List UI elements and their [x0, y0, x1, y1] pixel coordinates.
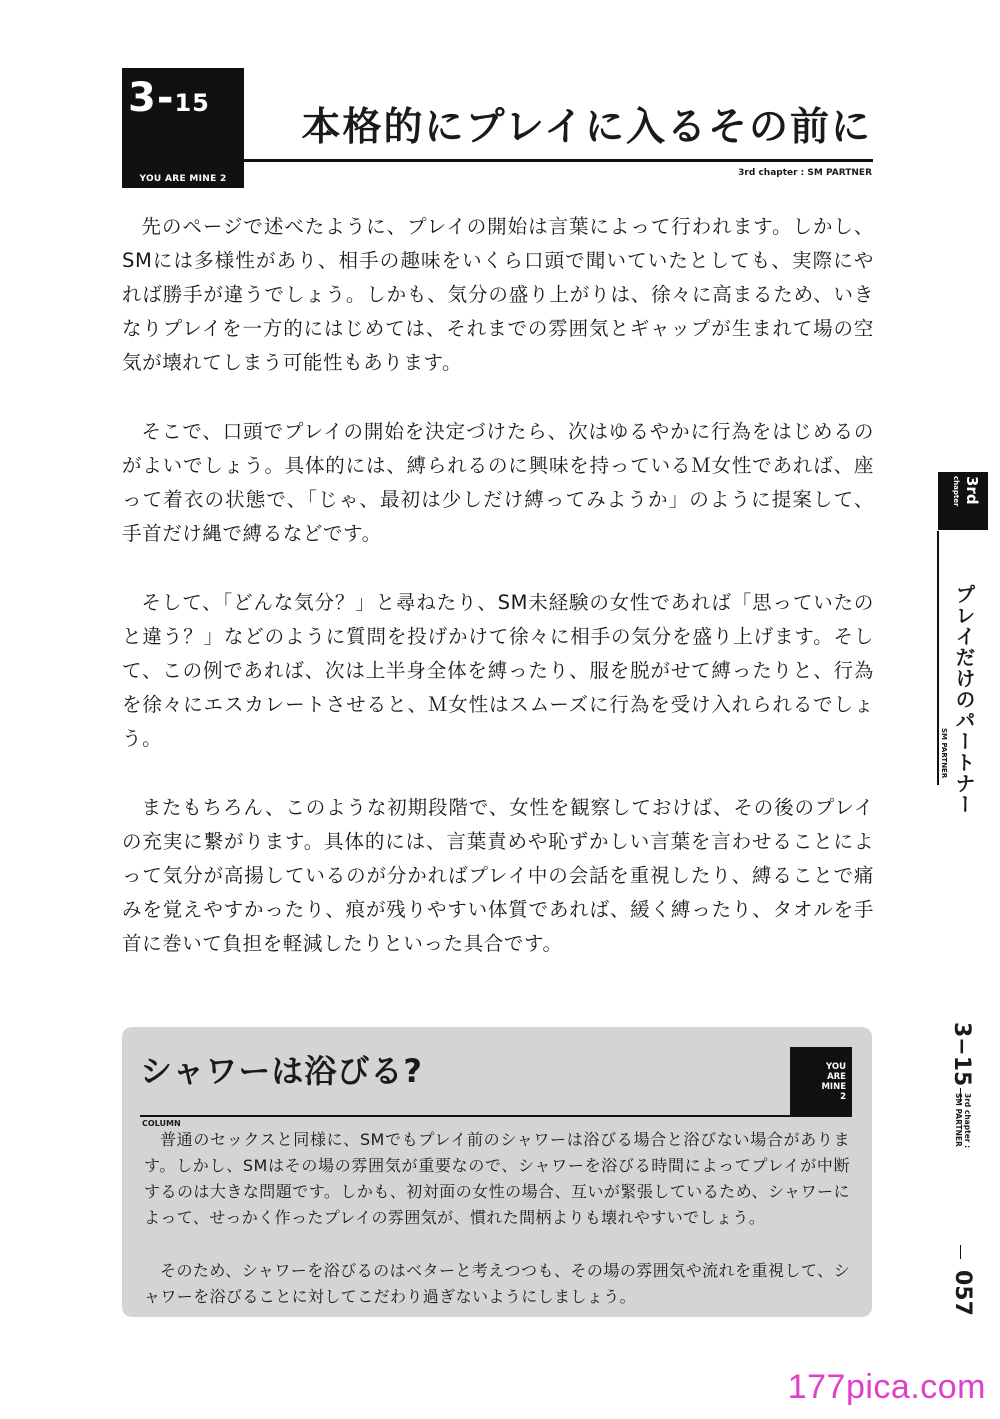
column-series-badge: YOU ARE MINE 2 — [790, 1047, 852, 1117]
watermark: 177pica.com — [787, 1368, 986, 1406]
chapter-tab-label: chapter — [952, 476, 960, 507]
body-paragraph: そこで、口頭でプレイの開始を決定づけたら、次はゆるやかに行為をはじめるのがよいでしょう。具体的には、縛られるのに興味を持っているＭ女性であれば、座って着衣の状態で、「じゃ、最初は少しだけ縛ってみようか」のように提案して、手首だけ縄で縛るなどです。 — [122, 420, 874, 545]
column-label: COLUMN — [142, 1119, 181, 1128]
side-chapter-title: プレイだけのパートナー — [952, 584, 976, 815]
column-paragraph: そのため、シャワーを浴びるのはベターと考えつつも、その場の雰囲気や流れを重視して、シャワーを浴びることに対してこだわり過ぎないようにしましょう。 — [144, 1261, 850, 1306]
chapter-tab-number: 3rd — [963, 476, 981, 505]
chapter-tab — [938, 472, 988, 530]
body-paragraph: またもちろん、このような初期段階で、女性を観察しておけば、その後のプレイの充実に繋がります。具体的には、言葉責めや恥ずかしい言葉を言わせることによって気分が高揚しているのが分かればプレイ中の会話を重視したり、縛ることで痛みを覚えやすかったり、痕が残りやすい体質であれば、緩く縛ったり、タオルを手首に巻いて負担を軽減したりといった具合です。 — [122, 796, 874, 955]
section-number: 3-15 — [128, 75, 210, 121]
page-title: 本格的にプレイに入るその前に — [301, 105, 872, 150]
body-paragraph: そして、「どんな気分？」と尋ねたり、SM未経験の女性であれば「思っていたのと違う？」などのように質問を投げかけて徐々に相手の気分を盛り上げます。そして、この例であれば、次は上半身全体を縛ったり、服を脱がせて縛ったりと、行為を徐々にエスカレートさせると、Ｍ女性はスムーズに行為を受け入れられるでしょう。 — [122, 591, 874, 750]
side-divider — [937, 531, 939, 785]
section-number-badge — [122, 68, 244, 188]
column-box — [122, 1027, 872, 1317]
column-text — [144, 1127, 850, 1337]
column-title: シャワーは浴びる? — [140, 1052, 423, 1090]
side-separator — [960, 1245, 961, 1259]
side-section-subtitle: 3rd chapter : SM PARTNER — [954, 1093, 972, 1149]
chapter-label: 3rd chapter : SM PARTNER — [738, 168, 872, 178]
side-section-number: 3−15 — [949, 1022, 974, 1087]
title-underline — [244, 159, 873, 162]
series-label: YOU ARE MINE 2 — [139, 174, 227, 184]
page-number: 057 — [950, 1270, 975, 1316]
side-chapter-subtitle: SM PARTNER — [940, 728, 948, 779]
column-title-rule — [140, 1115, 800, 1117]
column-paragraph: 普通のセックスと同様に、SMでもプレイ前のシャワーは浴びる場合と浴びない場合があります。しかし、SMはその場の雰囲気が重要なので、シャワーを浴びる時間によってプレイが中断するのは大きな問題です。しかも、初対面の女性の場合、互いが緊張しているため、シャワーによって、せっかく作ったプレイの雰囲気が、慣れた間柄よりも壊れやすいでしょう。 — [144, 1130, 850, 1227]
body-text — [122, 210, 874, 996]
body-paragraph: 先のページで述べたように、プレイの開始は言葉によって行われます。しかし、SMには多様性があり、相手の趣味をいくら口頭で聞いていたとしても、実際にやれば勝手が違うでしょう。しかも、気分の盛り上がりは、徐々に高まるため、いきなりプレイを一方的にはじめては、それまでの雰囲気とギャップが生まれて場の空気が壊れてしまう可能性もあります。 — [122, 215, 874, 374]
